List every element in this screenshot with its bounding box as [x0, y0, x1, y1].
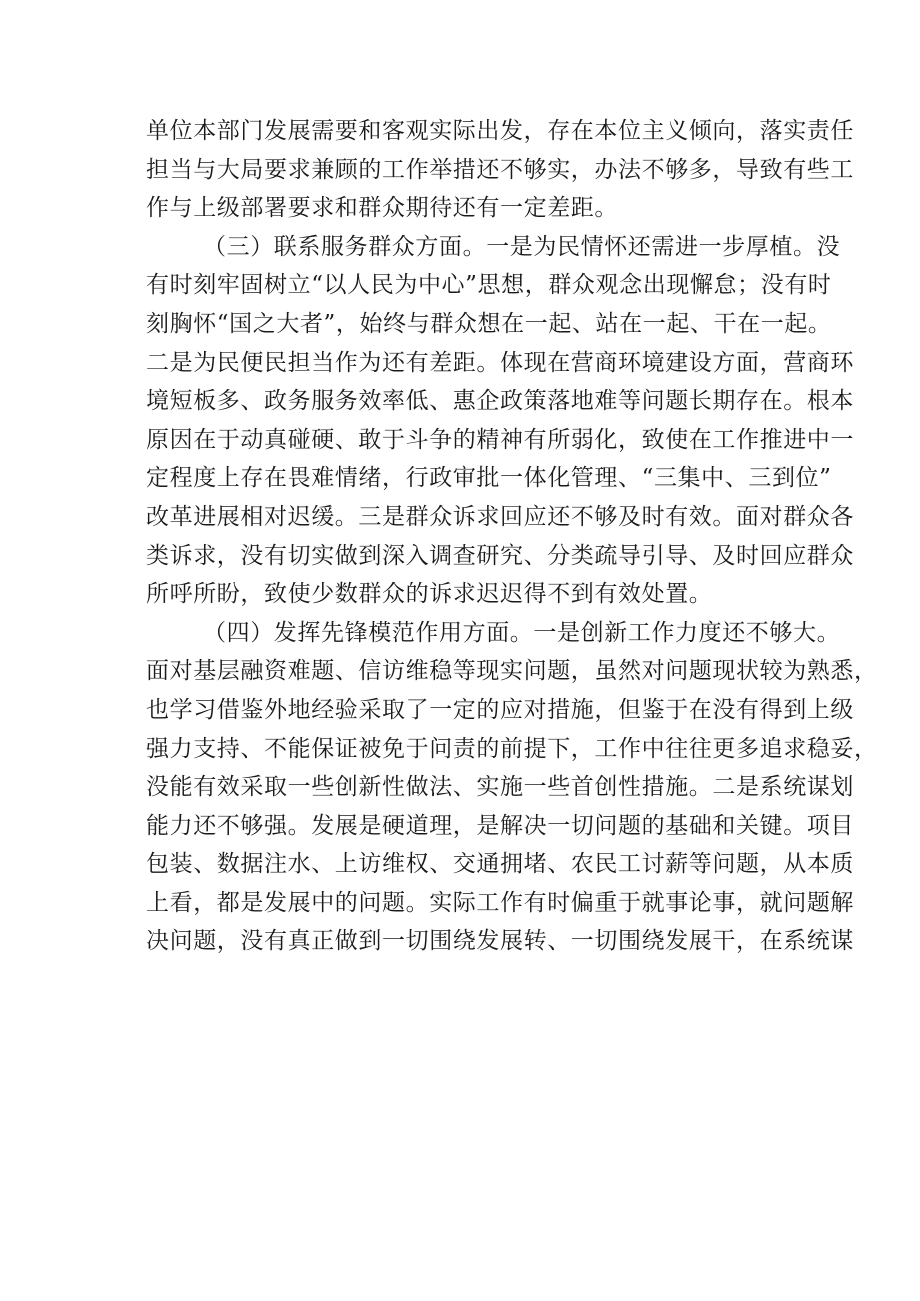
text-line: 改革进展相对迟缓。三是群众诉求回应还不够及时有效。面对群众各 [146, 503, 854, 530]
text-line: 类诉求，没有切实做到深入调查研究、分类疏导引导、及时回应群众 [146, 542, 854, 569]
text-line: 原因在于动真碰硬、敢于斗争的精神有所弱化，致使在工作推进中一 [146, 426, 854, 453]
text-line: 能力还不够强。发展是硬道理，是解决一切问题的基础和关键。项目 [146, 812, 854, 839]
text-line: 决问题，没有真正做到一切围绕发展转、一切围绕发展干，在系统谋 [146, 928, 854, 955]
text-line: 上看，都是发展中的问题。实际工作有时偏重于就事论事，就问题解 [146, 889, 854, 916]
paragraph-start-line: （四）发挥先锋模范作用方面。一是创新工作力度还不够大。 [203, 619, 841, 646]
text-line: 面对基层融资难题、信访维稳等现实问题，虽然对问题现状较为熟悉， [146, 658, 878, 685]
text-line: 定程度上存在畏难情绪，行政审批一体化管理、“三集中、三到位” [146, 465, 832, 492]
body-text [146, 112, 878, 961]
text-line: 没能有效采取一些创新性做法、实施一些首创性措施。二是系统谋划 [146, 774, 854, 801]
text-line: 强力支持、不能保证被免于问责的前提下，工作中往往更多追求稳妥， [146, 735, 878, 762]
text-line: 有时刻牢固树立“以人民为中心”思想，群众观念出现懈怠；没有时 [146, 272, 832, 299]
text-line: 包装、数据注水、上访维权、交通拥堵、农民工讨薪等问题，从本质 [146, 851, 854, 878]
text-line: 境短板多、政务服务效率低、惠企政策落地难等问题长期存在。根本 [146, 388, 854, 415]
text-line: 所呼所盼，致使少数群众的诉求迟迟得不到有效处置。 [146, 581, 713, 608]
text-line: 刻胸怀“国之大者”，始终与群众想在一起、站在一起、干在一起。 [146, 310, 832, 337]
text-line: 二是为民便民担当作为还有差距。体现在营商环境建设方面，营商环 [146, 349, 854, 376]
text-line: 作与上级部署要求和群众期待还有一定差距。 [146, 195, 618, 222]
text-line: 担当与大局要求兼顾的工作举措还不够实，办法不够多，导致有些工 [146, 156, 854, 183]
text-line: 也学习借鉴外地经验采取了一定的应对措施，但鉴于在没有得到上级 [146, 696, 854, 723]
paragraph-start-line: （三）联系服务群众方面。一是为民情怀还需进一步厚植。没 [203, 233, 841, 260]
text-line: 单位本部门发展需要和客观实际出发，存在本位主义倾向，落实责任 [146, 118, 854, 144]
